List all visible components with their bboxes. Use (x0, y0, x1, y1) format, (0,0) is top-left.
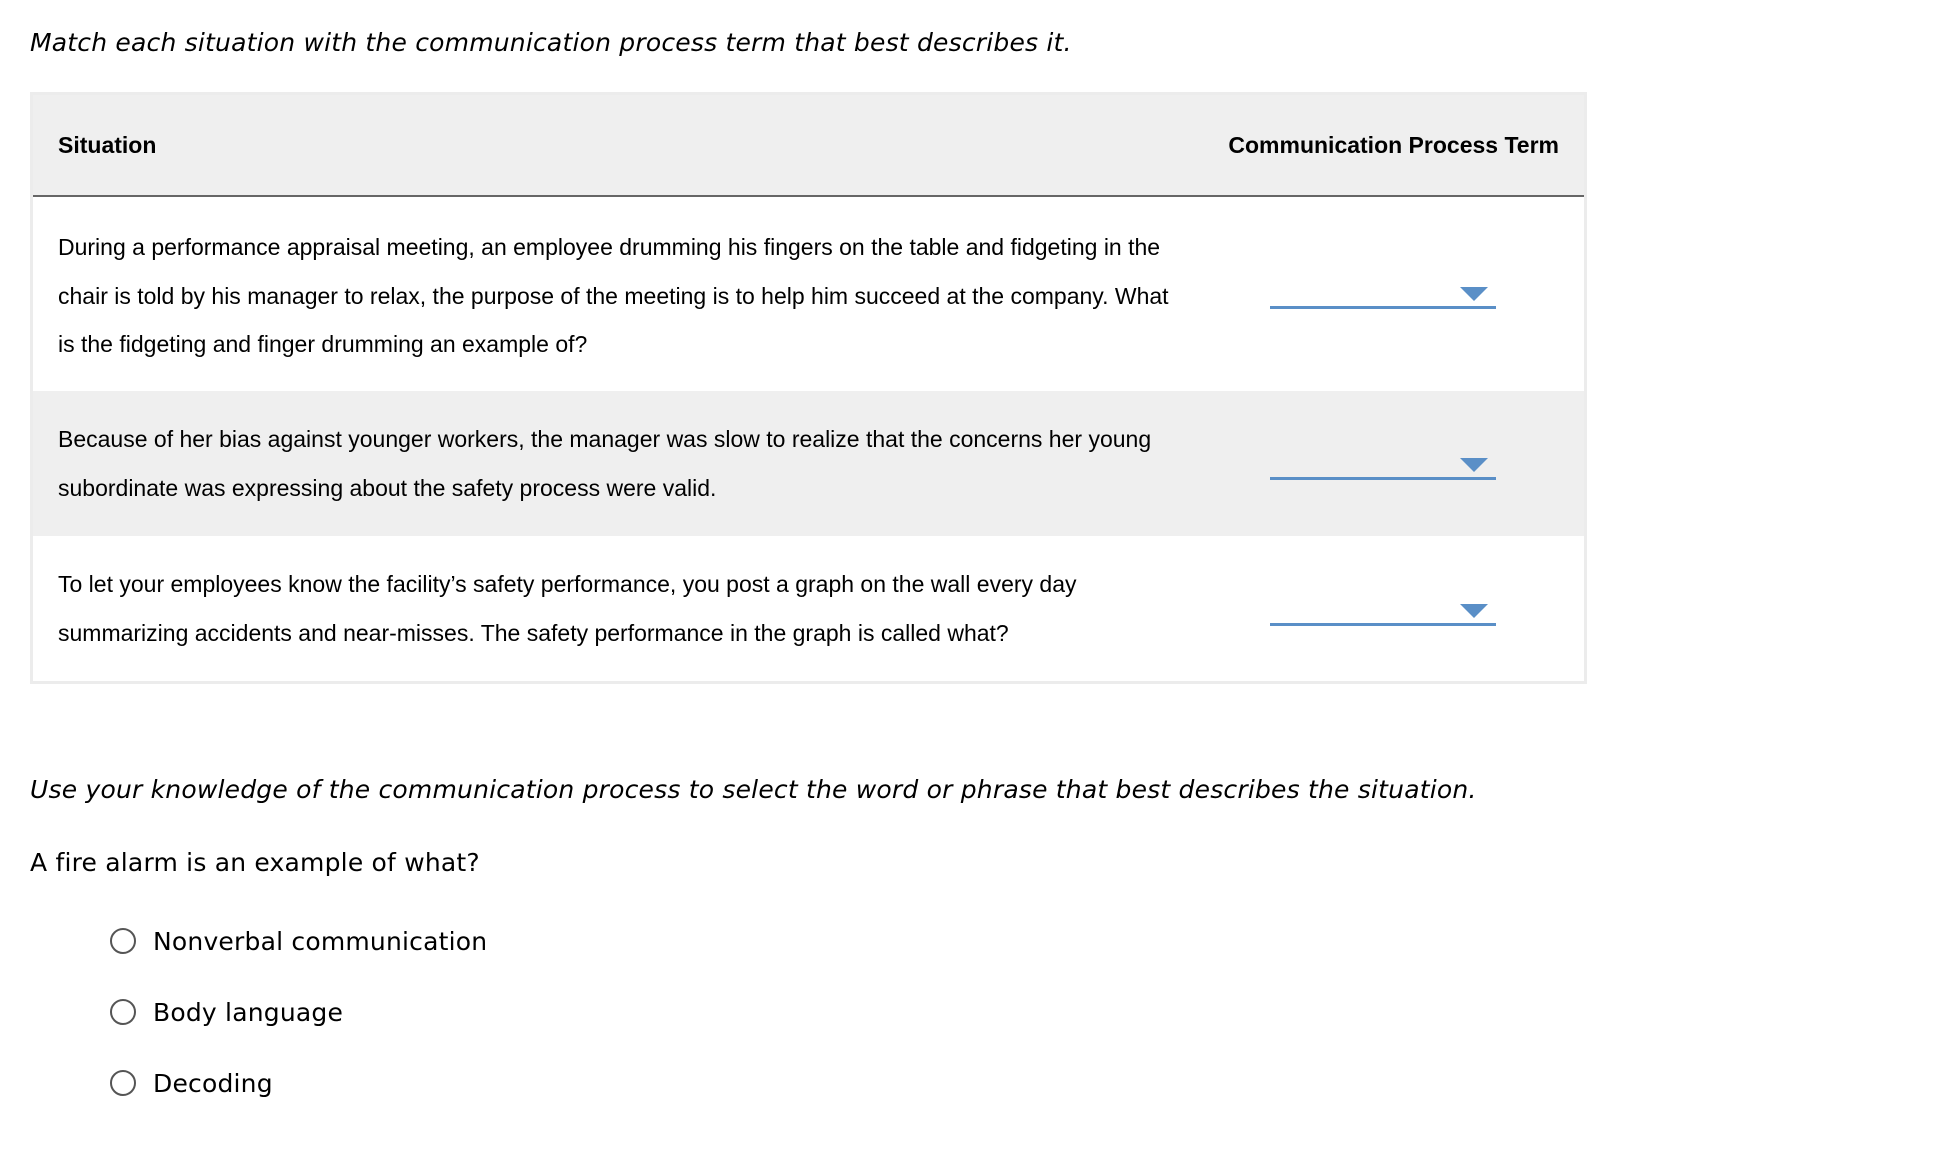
column-header-term: Communication Process Term (1228, 132, 1559, 158)
table-row (33, 536, 1584, 681)
situation-text: To let your employees know the facility’s safety performance, you post a graph on the wall every day summarizing accidents and near-misses. The safety performance in the graph is called what? (58, 571, 1077, 646)
matching-table (30, 92, 1587, 684)
term-dropdown-3[interactable] (1270, 596, 1496, 626)
match-instructions: Match each situation with the communication process term that best describes it. (30, 28, 1072, 57)
option-label[interactable]: Nonverbal communication (153, 927, 488, 956)
radio-button[interactable] (110, 928, 136, 954)
caret-down-icon[interactable] (1460, 458, 1488, 472)
table-row (33, 391, 1584, 536)
table-row (33, 197, 1584, 391)
term-dropdown-1[interactable] (1270, 279, 1496, 309)
option-label[interactable]: Body language (153, 998, 344, 1027)
caret-down-icon[interactable] (1460, 604, 1488, 618)
caret-down-icon[interactable] (1460, 287, 1488, 301)
term-dropdown-2[interactable] (1270, 450, 1496, 480)
select-instructions: Use your knowledge of the communication process to select the word or phrase that best describes the situation. (30, 775, 1477, 804)
column-header-situation: Situation (58, 132, 157, 158)
situation-text: Because of her bias against younger workers, the manager was slow to realize that the concerns her young subordinate was expressing about the safety process were valid. (58, 426, 1152, 501)
radio-button[interactable] (110, 999, 136, 1025)
question-text: A fire alarm is an example of what? (30, 848, 480, 877)
situation-text: During a performance appraisal meeting, an employee drumming his fingers on the table and fidgeting in the chair is told by his manager to relax, the purpose of the meeting is to help him succeed at the company. What is the fidgeting and finger drumming an example of? (58, 234, 1169, 357)
table-header (33, 95, 1584, 197)
option-label[interactable]: Decoding (153, 1069, 273, 1098)
radio-button[interactable] (110, 1070, 136, 1096)
